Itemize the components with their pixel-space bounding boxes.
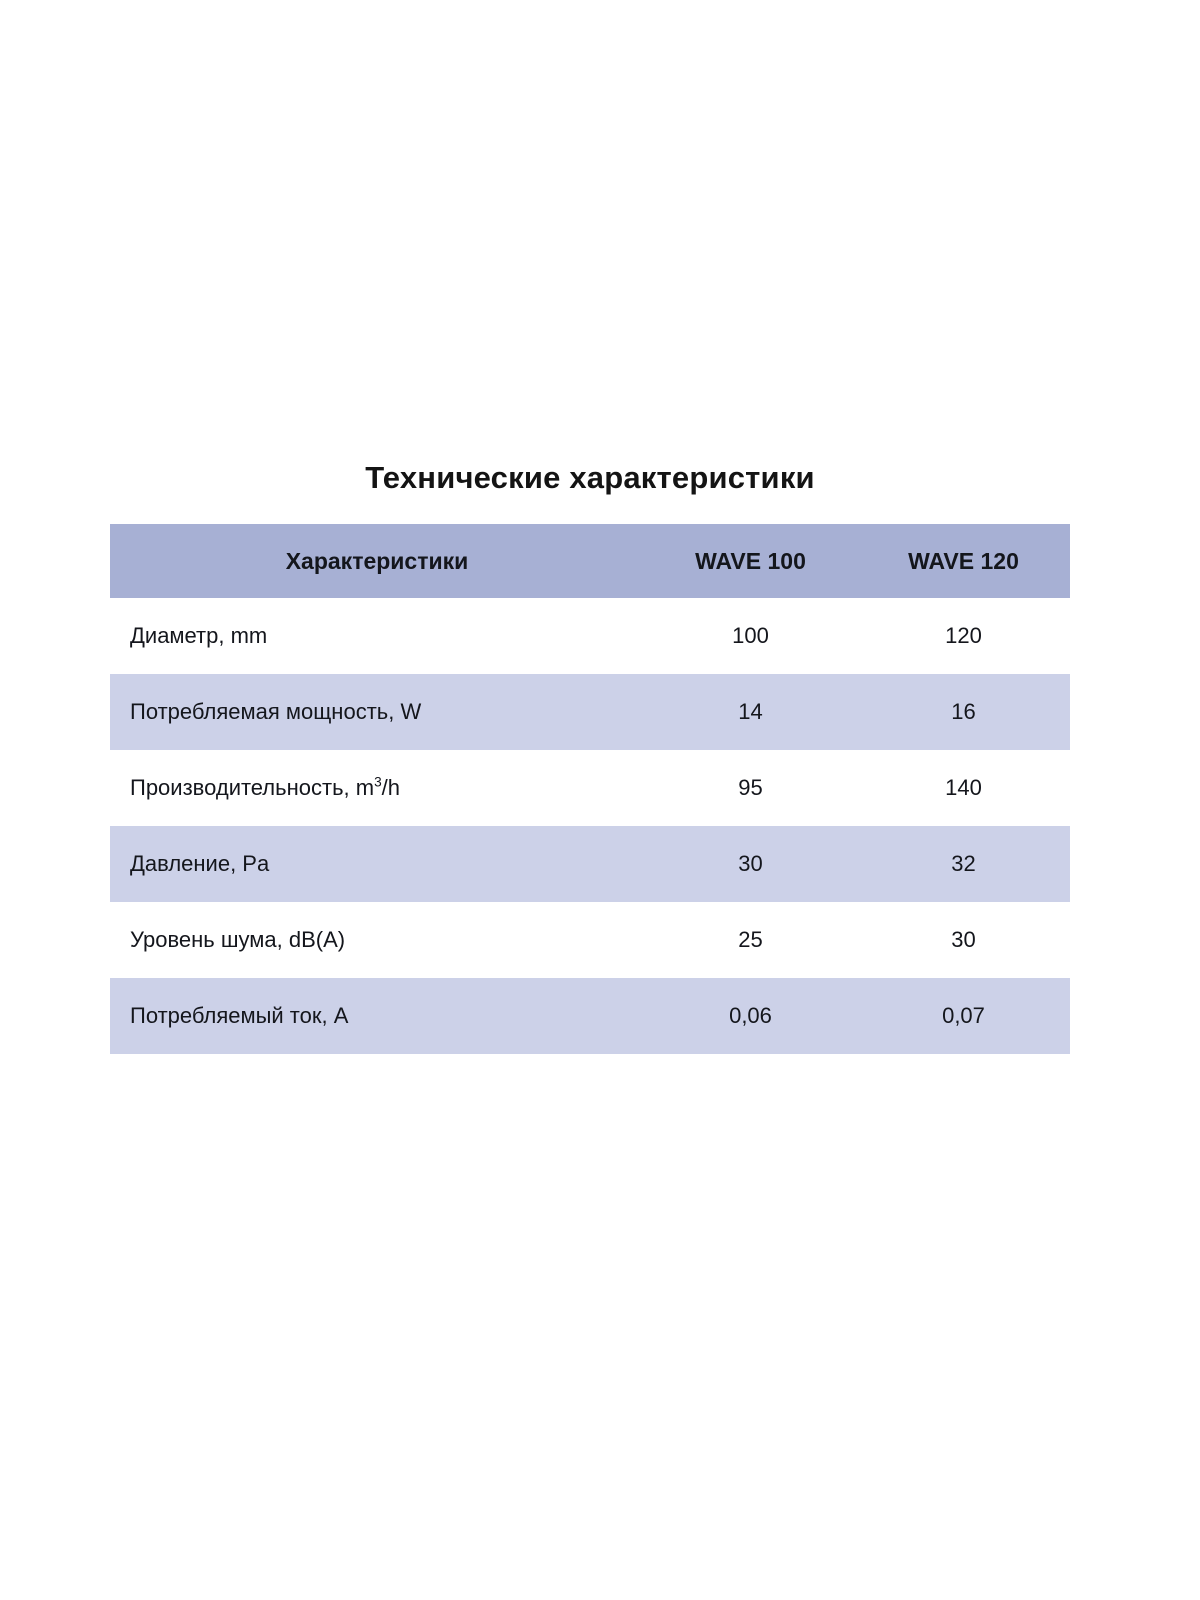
table-header-row (110, 524, 1070, 598)
cell-wave-120: 30 (857, 902, 1070, 978)
row-label-tail: /h (381, 775, 401, 800)
row-label: Давление, Pa (110, 826, 644, 902)
cell-wave-100: 30 (644, 826, 857, 902)
table-row (110, 750, 1070, 826)
cell-wave-120: 140 (857, 750, 1070, 826)
cell-wave-100: 25 (644, 902, 857, 978)
column-header-wave-120: WAVE 120 (857, 524, 1070, 598)
table-row (110, 598, 1070, 674)
cell-wave-120: 32 (857, 826, 1070, 902)
table-row (110, 826, 1070, 902)
cell-wave-100: 95 (644, 750, 857, 826)
table-header (110, 524, 1070, 598)
row-label-superscript: 3 (374, 774, 382, 790)
page-title: Технические характеристики (365, 460, 815, 495)
cell-wave-100: 14 (644, 674, 857, 750)
row-label (110, 750, 644, 826)
column-header-characteristics: Характеристики (110, 524, 644, 598)
table-body (110, 598, 1070, 1054)
cell-wave-120: 120 (857, 598, 1070, 674)
cell-wave-120: 0,07 (857, 978, 1070, 1054)
table-row (110, 978, 1070, 1054)
table-row (110, 674, 1070, 750)
cell-wave-120: 16 (857, 674, 1070, 750)
table-row (110, 902, 1070, 978)
row-label-text: Производительность, m (130, 775, 375, 800)
specifications-table (110, 524, 1070, 1054)
row-label: Диаметр, mm (110, 598, 644, 674)
column-header-wave-100: WAVE 100 (644, 524, 857, 598)
row-label: Потребляемый ток, A (110, 978, 644, 1054)
row-label: Потребляемая мощность, W (110, 674, 644, 750)
row-label: Уровень шума, dB(A) (110, 902, 644, 978)
cell-wave-100: 0,06 (644, 978, 857, 1054)
cell-wave-100: 100 (644, 598, 857, 674)
